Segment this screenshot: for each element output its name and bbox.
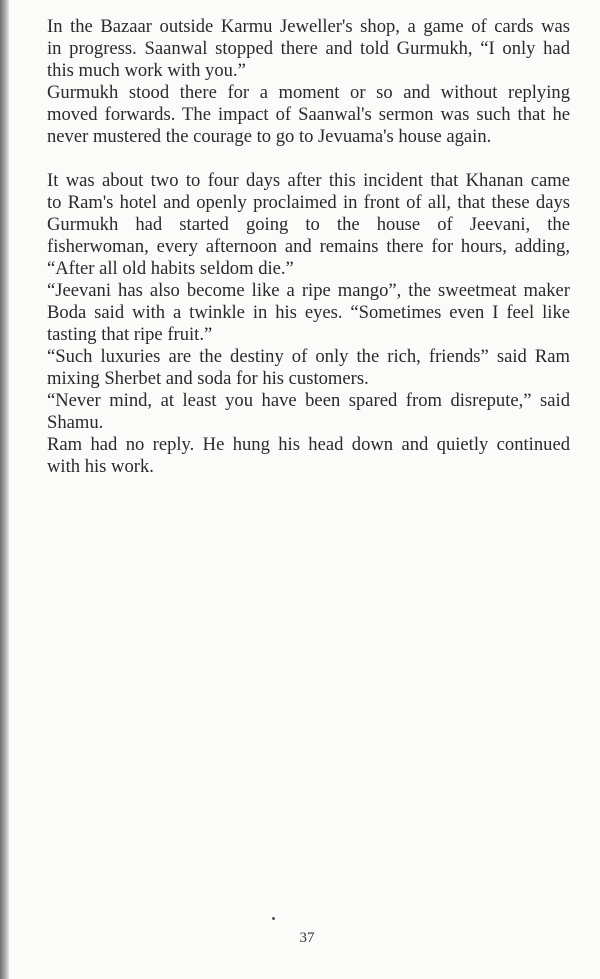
- text-line: “Such luxuries are the destiny of only the rich, friends” said Ram: [47, 346, 570, 367]
- paragraph: [47, 16, 570, 82]
- paragraph: [47, 434, 570, 478]
- text-line: Boda said with a twinkle in his eyes. “Sometimes even I feel like: [47, 302, 570, 323]
- text-line: “After all old habits seldom die.”: [47, 258, 294, 279]
- text-line: fisherwoman, every afternoon and remains there for hours, adding,: [47, 236, 570, 257]
- text-line: in progress. Saanwal stopped there and told Gurmukh, “I only had: [47, 38, 570, 59]
- text-line: It was about two to four days after this incident that Khanan came: [47, 170, 570, 191]
- paragraph: [47, 170, 570, 280]
- paragraph: [47, 82, 570, 148]
- text-line: “Jeevani has also become like a ripe mango”, the sweetmeat maker: [47, 280, 570, 301]
- text-line: this much work with you.”: [47, 60, 246, 81]
- paragraph: [47, 280, 570, 346]
- paragraph: [47, 390, 570, 434]
- text-line: Gurmukh had started going to the house of Jeevani, the: [47, 214, 570, 235]
- text-line: never mustered the courage to go to Jevuama's house again.: [47, 126, 492, 147]
- text-line: “Never mind, at least you have been spared from disrepute,” said: [47, 390, 570, 411]
- text-line: Ram had no reply. He hung his head down and quietly continued: [47, 434, 570, 455]
- text-line: tasting that ripe fruit.”: [47, 324, 213, 345]
- page-body: [47, 16, 570, 478]
- text-line: moved forwards. The impact of Saanwal's sermon was such that he: [47, 104, 570, 125]
- paragraph: [47, 346, 570, 390]
- page-number: 37: [299, 930, 315, 946]
- text-line: In the Bazaar outside Karmu Jeweller's shop, a game of cards was: [47, 16, 570, 37]
- print-speck: [272, 917, 275, 920]
- text-line: to Ram's hotel and openly proclaimed in front of all, that these days: [47, 192, 570, 213]
- text-line: mixing Sherbet and soda for his customers.: [47, 368, 369, 389]
- text-line: Shamu.: [47, 412, 104, 433]
- text-line: with his work.: [47, 456, 154, 477]
- text-line: Gurmukh stood there for a moment or so and without replying: [47, 82, 570, 103]
- book-spine-shadow: [0, 0, 9, 979]
